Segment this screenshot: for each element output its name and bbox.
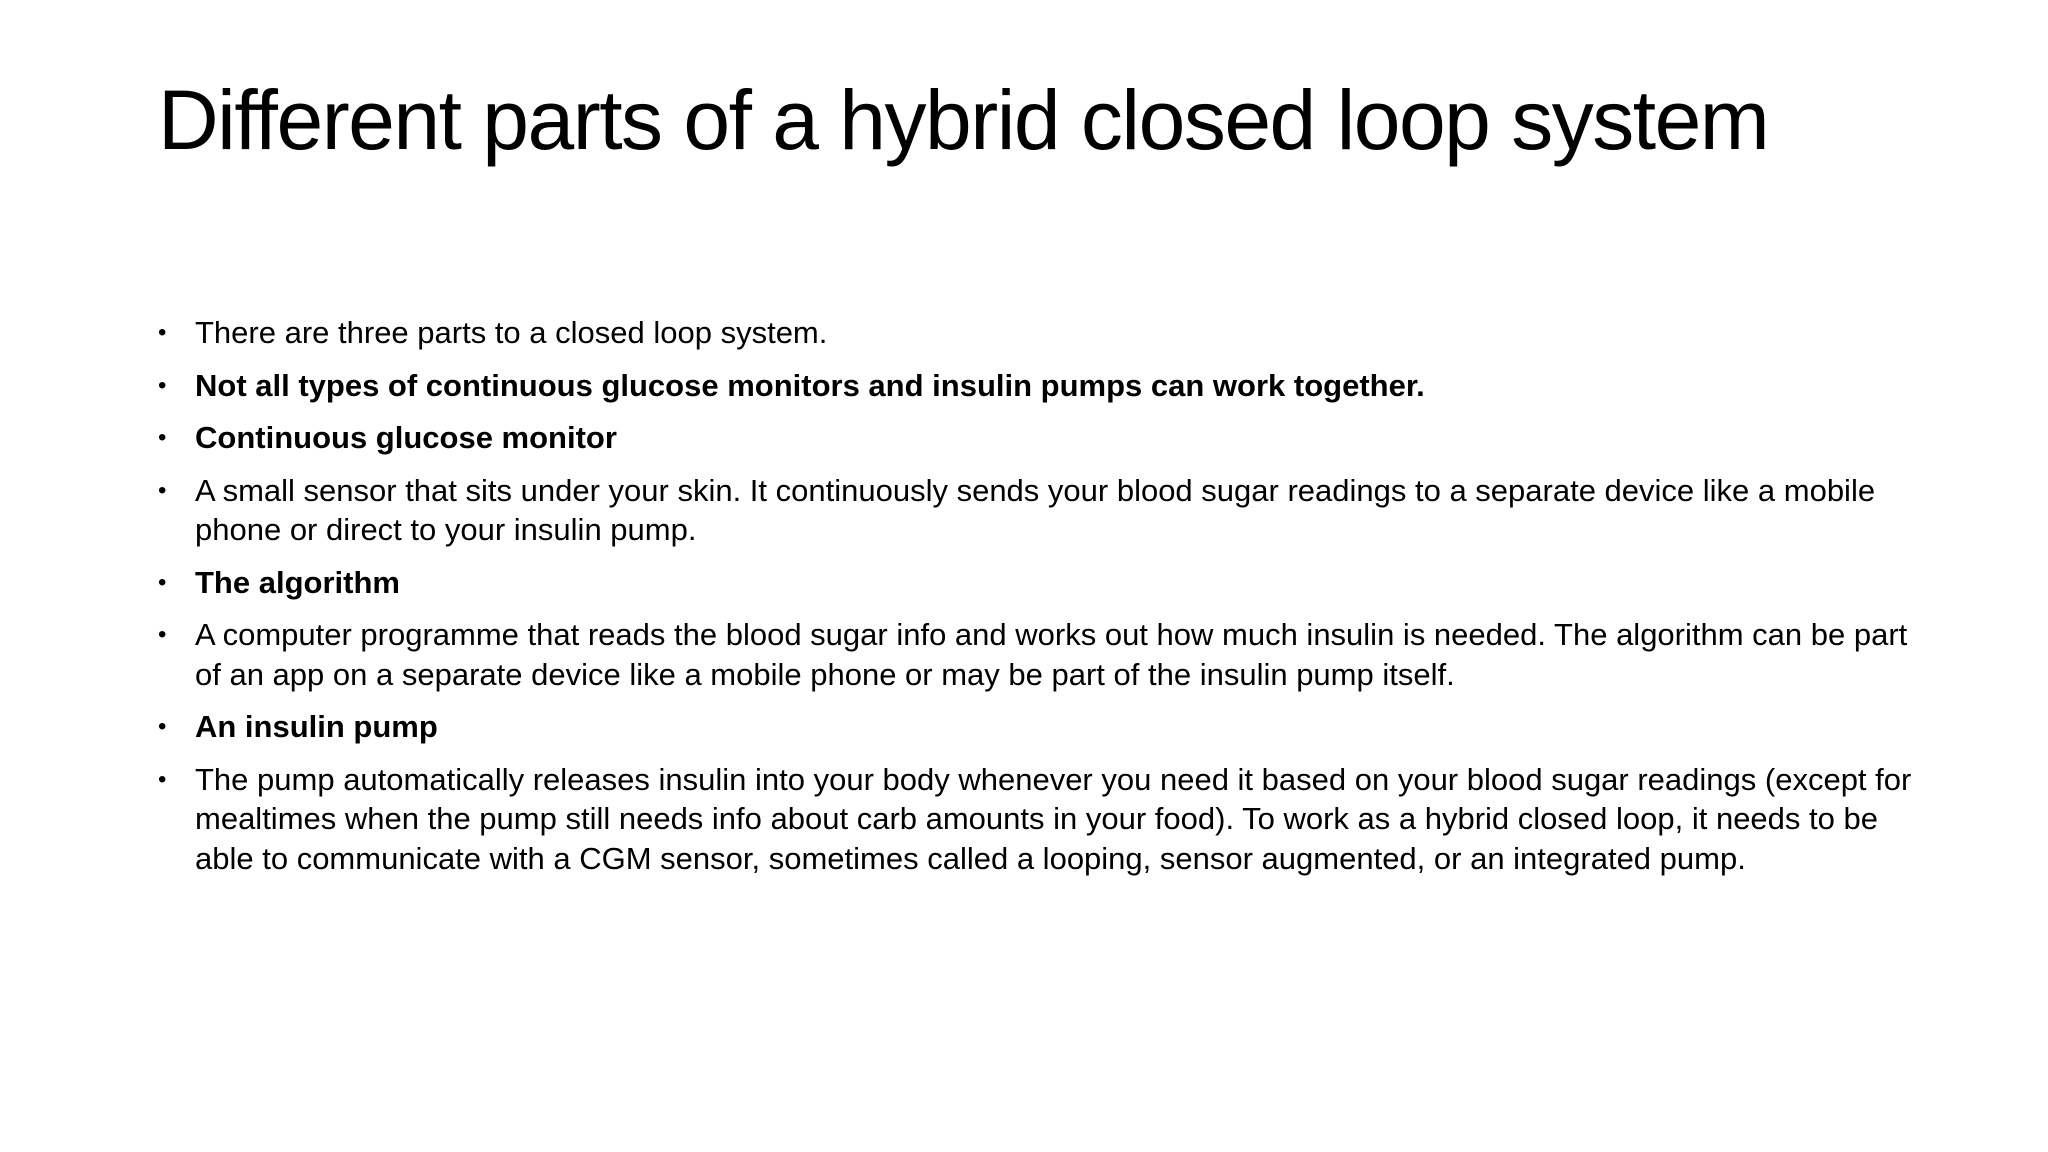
bullet-item-algorithm-heading — [158, 563, 1918, 603]
bullet-item-cgm-heading — [158, 418, 1918, 458]
bullet-text: Not all types of continuous glucose monitors and insulin pumps can work together. — [195, 367, 1425, 403]
bullet-dot-icon: • — [158, 476, 167, 504]
bullet-text: Continuous glucose monitor — [195, 420, 617, 455]
bullet-text: The algorithm — [195, 564, 400, 600]
bullet-item-algorithm-description — [158, 615, 1918, 694]
bullet-item-pump-heading — [158, 707, 1918, 747]
bullet-text: There are three parts to a closed loop system. — [195, 315, 828, 350]
bullet-text: An insulin pump — [195, 709, 438, 744]
bullet-dot-icon: • — [158, 371, 167, 399]
bullet-item-cgm-description — [158, 471, 1918, 550]
bullet-dot-icon: • — [158, 765, 167, 793]
bullet-text: A small sensor that sits under your skin. It continuously sends your blood sugar readings to a separate device like a mobile phone or direct to your insulin pump. — [195, 472, 1876, 547]
bullet-text: A computer programme that reads the blood sugar info and works out how much insulin is needed. The algorithm can be part of an app on a separate device like a mobile phone or may be part of the insulin pump itself. — [195, 617, 1908, 692]
slide-title: Different parts of a hybrid closed loop system — [158, 73, 1769, 167]
bullet-dot-icon: • — [158, 568, 167, 596]
bullet-dot-icon: • — [158, 713, 167, 740]
bullet-item-pump-description — [158, 760, 1918, 879]
bullet-dot-icon: • — [158, 424, 167, 451]
bullet-item-intro — [158, 313, 1918, 353]
bullet-dot-icon: • — [158, 319, 167, 346]
bullet-list — [158, 313, 1918, 891]
bullet-item-compatibility-note — [158, 366, 1918, 406]
bullet-text: The pump automatically releases insulin into your body whenever you need it based on your blood sugar readings (except for mealtimes when the pump still needs info about carb amounts in your food). To work as a hybrid closed loop, it needs to be able to communicate with a CGM sensor, sometimes called a looping, sensor augmented, or an integrated pump. — [195, 761, 1912, 876]
bullet-dot-icon: • — [158, 621, 167, 648]
